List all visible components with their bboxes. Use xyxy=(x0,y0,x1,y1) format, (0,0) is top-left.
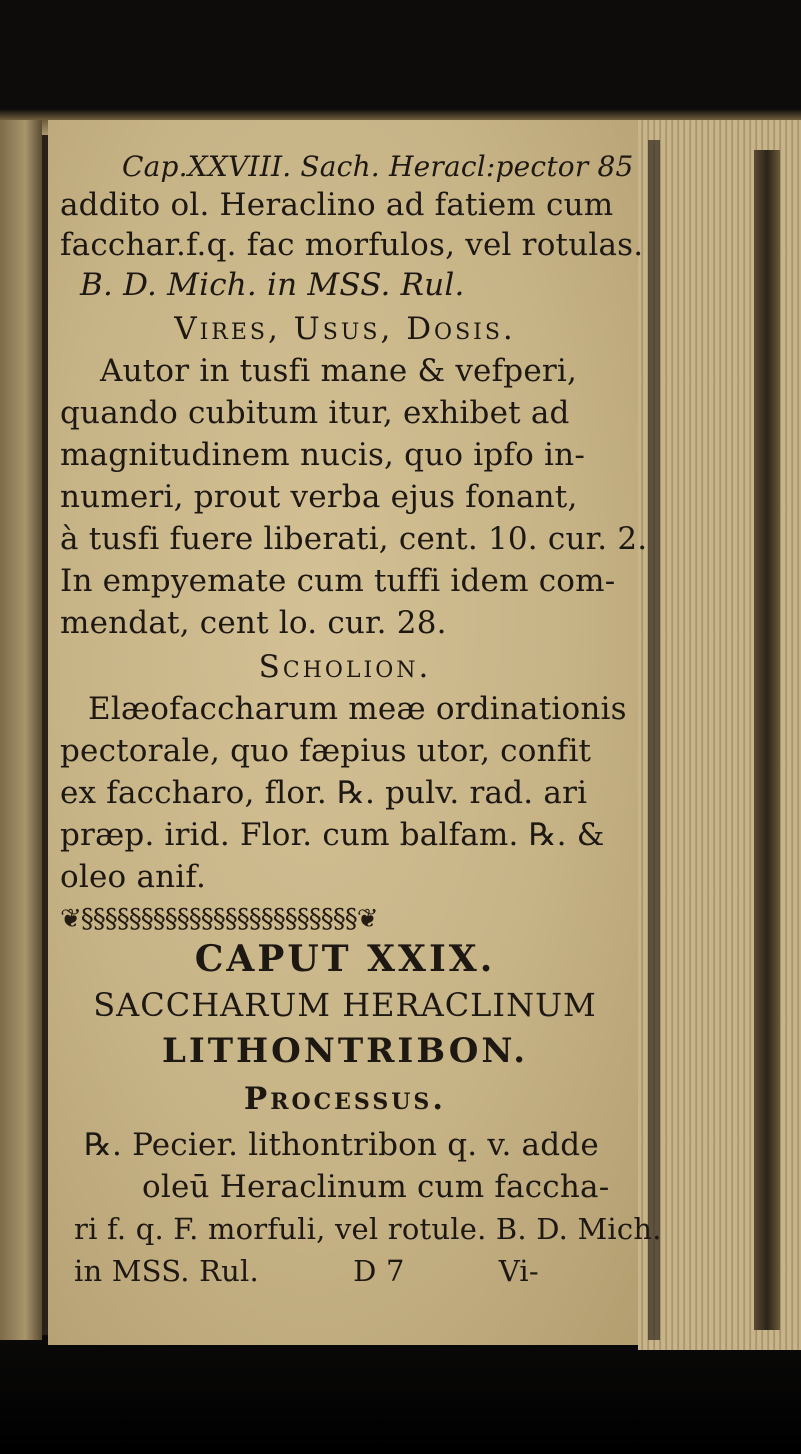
text-line: ri f. q. F. morfuli, vel rotule. B. D. Mich. xyxy=(74,1212,662,1246)
fore-edge-shadow-outer xyxy=(754,150,780,1330)
text-line: pectorale, quo fæpius utor, confit xyxy=(60,733,592,769)
running-head: Cap.XXVIII. Sach. Heracl:pector 85 xyxy=(122,150,634,183)
text-line: mendat, cent lo. cur. 28. xyxy=(60,605,447,641)
text-line: oleū Heraclinum cum faccha- xyxy=(142,1169,610,1205)
text-line: ex faccharo, flor. ℞. pulv. rad. ari xyxy=(60,775,588,811)
section-heading: Vires, Usus, Dosis. xyxy=(174,311,516,347)
text-line: In empyemate cum tuffi idem com- xyxy=(60,563,616,599)
text-line: ℞. Pecier. lithontribon q. v. adde xyxy=(84,1127,599,1163)
text-line: addito ol. Heraclino ad fatiem cum xyxy=(60,187,614,223)
text-line: oleo anif. xyxy=(60,859,207,895)
chapter-subtitle: LITHONTRIBON. xyxy=(161,1031,529,1071)
text-line: Autor in tusfi mane & vefperi, xyxy=(100,353,578,389)
text-line: in MSS. Rul. D 7 Vi- xyxy=(74,1254,539,1288)
text-line: B. D. Mich. in MSS. Rul. xyxy=(80,267,465,303)
text-line: facchar.f.q. fac morfulos, vel rotulas. xyxy=(60,227,644,263)
text-line: numeri, prout verba ejus fonant, xyxy=(60,479,578,515)
text-line: quando cubitum itur, exhibet ad xyxy=(60,395,570,431)
text-line: à tusfi fuere liberati, cent. 10. cur. 2. xyxy=(60,521,648,557)
chapter-title: CAPUT XXIX. xyxy=(194,938,496,980)
ornament-rule: ❦§§§§§§§§§§§§§§§§§§§§§§§❦ xyxy=(60,904,378,934)
chapter-subtitle: SACCHARUM HERACLINUM xyxy=(93,986,597,1024)
text-line: magnitudinem nucis, quo ipfo in- xyxy=(60,437,585,473)
text-line: præp. irid. Flor. cum balfam. ℞. & xyxy=(60,817,605,853)
process-heading: Processus. xyxy=(243,1081,447,1117)
scholion-heading: Scholion. xyxy=(258,649,432,685)
facing-page-edge xyxy=(0,120,42,1340)
text-line: Elæofaccharum meæ ordinationis xyxy=(88,691,627,727)
fore-edge-shadow xyxy=(648,140,660,1340)
